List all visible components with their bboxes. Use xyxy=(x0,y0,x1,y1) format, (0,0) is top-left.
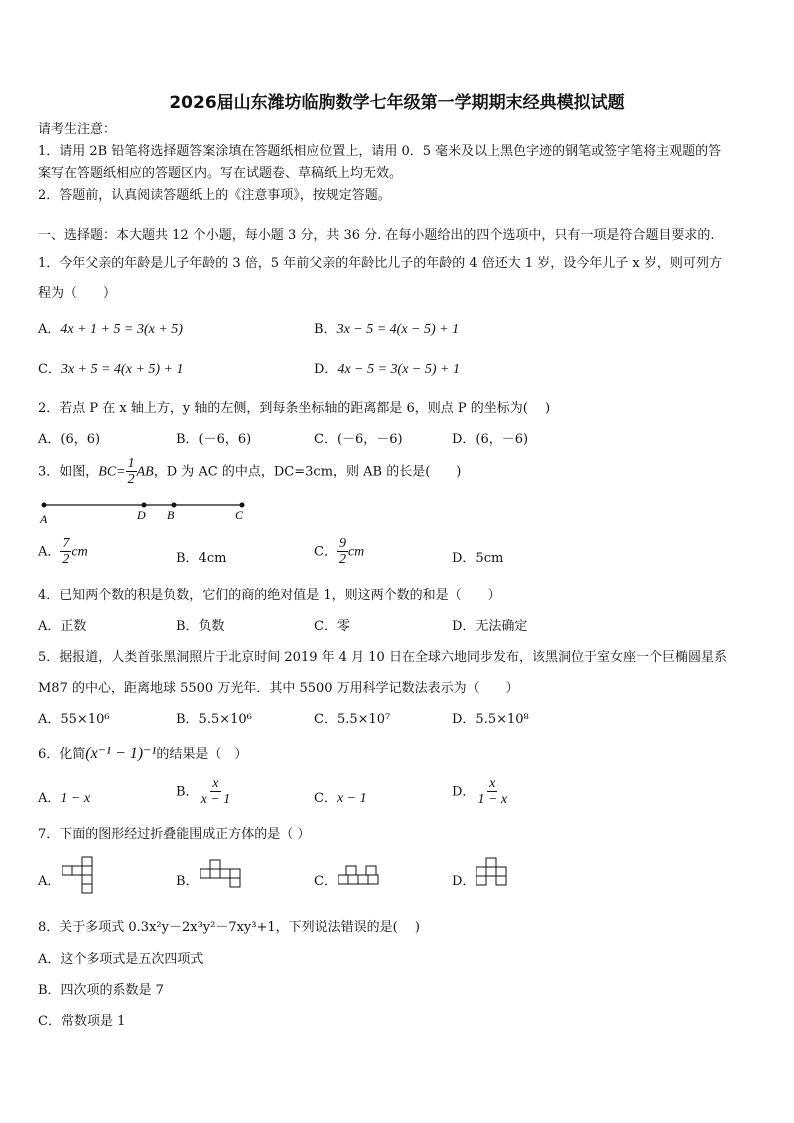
q5-stem: 5．据报道，人类首张黑洞照片于北京时间 2019 年 4 月 10 日在全球六地同步发布，该黑洞位于室女座一个巨椭圆星系 xyxy=(38,650,727,665)
q5-option-b: B．5.5×10⁶ xyxy=(176,712,252,727)
q4-stem: 4．已知两个数的积是负数，它们的商的绝对值是 1，则这两个数的和是（ ） xyxy=(38,588,501,603)
notice-line-1-cont: 案写在答题纸相应的答题区内。写在试题卷、草稿纸上均无效。 xyxy=(38,166,403,181)
q6-stem: 6．化简(x⁻¹ − 1)⁻¹的结果是（ ） xyxy=(38,745,248,762)
q1-option-d: D．4x − 5 = 3(x − 5) + 1 xyxy=(314,362,460,377)
point-a xyxy=(42,503,47,508)
q2-option-c: C．(－6，－6) xyxy=(314,432,403,447)
q1-stem: 1．今年父亲的年龄是儿子年龄的 3 倍，5 年前父亲的年龄比儿子的年龄的 4 倍还大 1 岁，设今年儿子 x 岁，则可列方 xyxy=(38,256,722,271)
q1-option-c: C．3x + 5 = 4(x + 5) + 1 xyxy=(38,362,184,377)
q7-net-c xyxy=(338,856,384,896)
q7-option-a-label: A． xyxy=(38,874,61,889)
q6-option-b: B． $\frac{x}{x - 1}$ xyxy=(176,776,231,808)
q7-option-c-label: C． xyxy=(314,874,337,889)
point-d xyxy=(142,503,147,508)
q5-stem-cont: M87 的中心，距离地球 5500 万光年．其中 5500 万用科学记数法表示为（ ） xyxy=(38,681,519,696)
notice-line-1: 1．请用 2B 铅笔将选择题答案涂填在答题纸相应位置上，请用 0．5 毫米及以上黑色字迹的钢笔或签字笔将主观题的答 xyxy=(38,144,722,159)
q4-option-b: B．负数 xyxy=(176,619,225,634)
q5-option-a: A．55×10⁶ xyxy=(38,712,110,727)
q3-option-c: C． $\frac{9}{2}$ cm xyxy=(314,536,365,568)
q8-option-c: C．常数项是 1 xyxy=(38,1014,126,1029)
q7-net-d xyxy=(476,856,512,896)
q1-option-a: A．4x + 1 + 5 = 3(x + 5) xyxy=(38,322,183,337)
notice-heading: 请考生注意： xyxy=(38,122,117,137)
label-c: C xyxy=(235,508,244,522)
q3-segment-figure xyxy=(36,498,256,528)
q4-option-a: A．正数 xyxy=(38,619,87,634)
q8-option-b: B．四次项的系数是 7 xyxy=(38,983,164,998)
label-b: B xyxy=(167,508,175,522)
label-d: D xyxy=(137,508,146,522)
q1-stem-cont: 程为（ ） xyxy=(38,286,117,301)
q8-option-a: A．这个多项式是五次四项式 xyxy=(38,952,204,967)
q4-option-d: D．无法确定 xyxy=(452,619,528,634)
q6-option-c: C．x − 1 xyxy=(314,791,367,806)
q4-option-c: C．零 xyxy=(314,619,350,634)
label-a: A xyxy=(40,512,48,526)
q2-option-b: B．(－6，6) xyxy=(176,432,252,447)
q5-option-d: D．5.5×10⁸ xyxy=(452,712,529,727)
q2-option-a: A．(6，6) xyxy=(38,432,101,447)
q7-net-b xyxy=(200,856,246,896)
page-title: 2026届山东潍坊临朐数学七年级第一学期期末经典模拟试题 xyxy=(169,93,625,113)
q3-option-a: A． $\frac{7}{2}$ cm xyxy=(38,536,88,568)
q6-option-d: D． $\frac{x}{1 - x}$ xyxy=(452,776,508,808)
section-heading: 一、选择题：本大题共 12 个小题，每小题 3 分，共 36 分. 在每小题给出的四个选项中，只有一项是符合题目要求的. xyxy=(38,228,715,243)
q5-option-c: C．5.5×10⁷ xyxy=(314,712,391,727)
q2-option-d: D．(6，－6) xyxy=(452,432,529,447)
q3-option-b: B．4cm xyxy=(176,551,227,566)
q3-stem: 3．如图，BC= $\frac{1}{2}$ AB，D 为 AC 的中点，DC=3cm，则 AB 的长是( ) xyxy=(38,456,462,488)
q3-option-d: D．5cm xyxy=(452,551,504,566)
point-b xyxy=(172,503,177,508)
q2-stem: 2．若点 P 在 x 轴上方，y 轴的左侧，到每条坐标轴的距离都是 6，则点 P 的坐标为( ) xyxy=(38,401,551,416)
q8-stem: 8．关于多项式 0.3x²y－2x³y²－7xy³+1，下列说法错误的是( ) xyxy=(38,920,420,935)
q7-option-d-label: D． xyxy=(452,874,476,889)
q6-option-a: A．1 − x xyxy=(38,791,91,806)
q7-net-a xyxy=(62,856,98,896)
q7-stem: 7．下面的图形经过折叠能围成正方体的是（ ） xyxy=(38,827,311,842)
q1-option-b: B．3x − 5 = 4(x − 5) + 1 xyxy=(314,322,460,337)
notice-line-2: 2．答题前，认真阅读答题纸上的《注意事项》，按规定答题。 xyxy=(38,188,391,203)
point-c xyxy=(240,503,245,508)
q7-option-b-label: B． xyxy=(176,874,199,889)
